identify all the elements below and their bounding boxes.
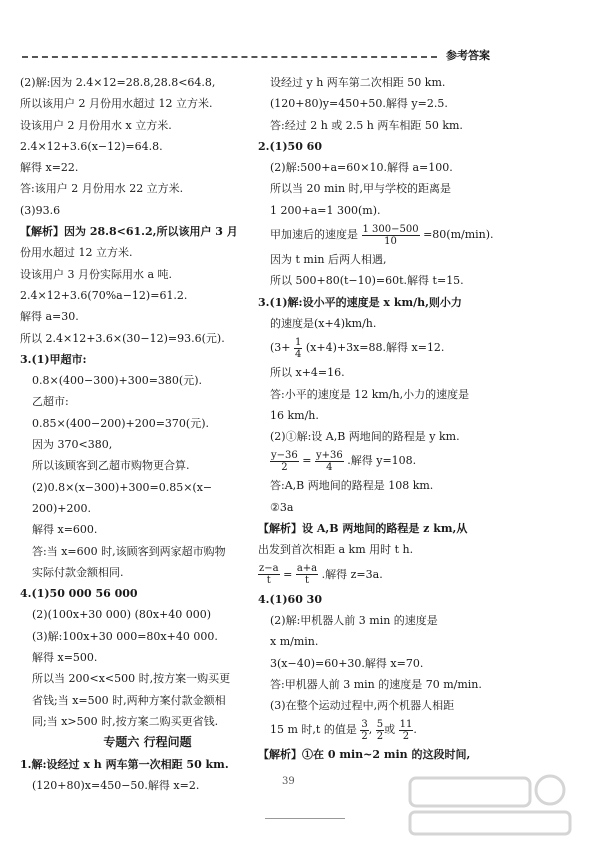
comma: , (368, 723, 373, 737)
fraction-denominator: t (304, 575, 309, 587)
text-line: (120+80)y=450+50.解得 y=2.5. (270, 97, 448, 111)
text-line: 设该用户 3 月份实际用水 a 吨. (20, 267, 173, 281)
watermark-logo (400, 770, 580, 840)
text-line: 2.4×12+3.6(x−12)=64.8. (20, 139, 163, 153)
text-line: 解得 x=600. (32, 523, 98, 537)
text-line: 设经过 y h 两车第二次相距 50 km. (270, 76, 446, 89)
text-line: 0.85×(400−200)+200=370(元). (32, 416, 210, 430)
question-line: 4.(1)50 000 56 000 (20, 587, 138, 601)
fraction-numerator: 1 (295, 336, 302, 348)
fraction (376, 719, 384, 742)
speed-fraction (362, 224, 420, 247)
right-column (258, 72, 528, 766)
fraction-denominator: 10 (384, 235, 397, 247)
text-line: (3)93.6 (20, 203, 61, 217)
text-line: 答:小平的速度是 12 km/h,小力的速度是 (270, 387, 470, 401)
paren-lead: (3+ (270, 341, 291, 355)
fraction-denominator: 2 (361, 730, 368, 742)
fraction-denominator: 4 (326, 461, 333, 473)
footer-rule (265, 818, 345, 819)
text-line: 同;当 x>500 时,按方案二购买更省钱. (32, 714, 219, 728)
text-line: 解得 x=500. (32, 651, 98, 665)
header-rule (22, 56, 437, 58)
fraction (360, 719, 368, 742)
fraction-numerator: a+a (296, 563, 318, 575)
question-line: 3.(1)解:设小平的速度是 x km/h,则小力 (258, 295, 462, 309)
text-line: 所以该用户 2 月份用水超过 12 立方米. (20, 97, 213, 111)
t-values-line (258, 716, 528, 744)
equation-text: .解得 z=3a. (321, 567, 383, 581)
text-line: 所以 x+4=16. (270, 366, 345, 380)
fraction (399, 719, 414, 742)
period: . (413, 723, 417, 737)
text-line: (2)解:甲机器人前 3 min 的速度是 (270, 613, 438, 627)
text-line: 解得 x=22. (20, 161, 79, 175)
text-line: 16 km/h. (270, 408, 319, 422)
equation-line (258, 447, 528, 475)
header-title: 参考答案 (446, 49, 490, 62)
equation-text: .解得 y=108. (347, 454, 417, 468)
quarter-fraction (294, 337, 302, 360)
question-line: 3.(1)甲超市: (20, 352, 87, 366)
text-line: 3(x−40)=60+30.解得 x=70. (270, 656, 424, 670)
text-line: (3)解:100x+30 000=80x+40 000. (32, 629, 218, 643)
equation-line (258, 561, 528, 589)
fraction-numerator: 3 (361, 718, 368, 730)
text-line: 2.4×12+3.6(70%a−12)=61.2. (20, 288, 188, 302)
fraction-numerator: 5 (376, 718, 384, 730)
text-line: 的速度是(x+4)km/h. (270, 316, 377, 330)
fraction-numerator: 11 (399, 718, 413, 730)
text-line: 答:经过 2 h 或 2.5 h 两车相距 50 km. (270, 118, 463, 132)
text-line: 1 200+a=1 300(m). (270, 203, 381, 217)
text-line: (120+80)x=450−50.解得 x=2. (32, 778, 200, 792)
fraction-denominator: 2 (402, 730, 410, 742)
analysis-line: 【解析】设 A,B 两地间的路程是 z km,从 (258, 522, 468, 536)
text-line: 实际付款金额相同. (32, 565, 124, 579)
text-line: 200)+200. (32, 501, 91, 515)
text-line: 解得 a=30. (20, 310, 79, 324)
left-column (20, 72, 275, 796)
text-line: 0.8×(400−300)+300=380(元). (32, 374, 203, 388)
text-line: (3)在整个运动过程中,两个机器人相距 (270, 699, 455, 713)
analysis-line: 【解析】因为 28.8<61.2,所以该用户 3 月 (20, 225, 238, 239)
section-title: 专题六 行程问题 (103, 735, 192, 750)
speed-line (258, 221, 528, 249)
text-line: 所以该顾客到乙超市购物更合算. (32, 459, 190, 473)
speed-text: 甲加速后的速度是 (270, 228, 358, 242)
text-line: 所以 500+80(t−10)=60t.解得 t=15. (270, 274, 464, 288)
text-line: (2)解:500+a=60×10.解得 a=100. (270, 161, 453, 175)
text-line: 答:A,B 两地间的路程是 108 km. (270, 479, 434, 493)
text-line: 答:甲机器人前 3 min 的速度是 70 m/min. (270, 677, 482, 691)
question-line: 1.解:设经过 x h 两车第一次相距 50 km. (20, 757, 229, 771)
text-line: 所以 2.4×12+3.6×(30−12)=93.6(元). (20, 331, 225, 345)
text-line: 因为 t min 后两人相遇, (270, 253, 387, 267)
text-line: x m/min. (270, 635, 319, 649)
text-line: 设该用户 2 月份用水 x 立方米. (20, 118, 172, 132)
text-line: (2)解:因为 2.4×12=28.8,28.8<64.8, (20, 76, 216, 89)
fraction-denominator: 4 (295, 348, 302, 360)
fraction-denominator: t (266, 575, 271, 587)
text-line: 省钱;当 x=500 时,两种方案付款金额相 (32, 693, 226, 707)
fraction (296, 563, 318, 586)
fraction (270, 450, 299, 473)
text-line: (2)0.8×(x−300)+300=0.85×(x− (32, 480, 213, 494)
text-line: ②3a (270, 500, 294, 514)
equation-line (258, 334, 528, 362)
question-line: 4.(1)60 30 (258, 592, 322, 606)
t-values-text: 15 m 时,t 的值是 (270, 723, 357, 737)
text-line: 所以当 20 min 时,甲与学校的距离是 (270, 182, 452, 196)
fraction-denominator: 2 (376, 730, 384, 742)
text-line: 乙超市: (32, 395, 69, 409)
text-line: (2)(100x+30 000) (80x+40 000) (32, 608, 212, 622)
fraction-numerator: y−36 (271, 449, 298, 461)
text-line: (2)①解:设 A,B 两地间的路程是 y km. (270, 430, 460, 444)
fraction (315, 450, 344, 473)
fraction-denominator: 2 (281, 461, 288, 473)
text-line: 因为 370<380, (32, 438, 113, 452)
equals-sign: = (302, 454, 312, 468)
text-line: 答:当 x=600 时,该顾客到两家超市购物 (32, 544, 226, 558)
text-line: 份用水超过 12 立方米. (20, 246, 133, 260)
analysis-line: 【解析】①在 0 min~2 min 的这段时间, (258, 748, 471, 762)
text-line: 答:该用户 2 月份用水 22 立方米. (20, 182, 184, 196)
speed-result: =80(m/min). (423, 228, 494, 242)
equation-text: (x+4)+3x=88.解得 x=12. (305, 341, 445, 355)
page-number: 39 (282, 776, 295, 787)
fraction (258, 563, 280, 586)
text-line: 出发到首次相距 a km 用时 t h. (258, 543, 414, 557)
question-line: 2.(1)50 60 (258, 139, 322, 153)
fraction-numerator: z−a (259, 563, 279, 575)
fraction-numerator: y+36 (315, 449, 343, 461)
fraction-numerator: 1 300−500 (362, 223, 419, 235)
text-line: 所以当 200<x<500 时,按方案一购买更 (32, 672, 231, 686)
or-word: 或 (384, 723, 396, 737)
equals-sign: = (283, 567, 293, 581)
